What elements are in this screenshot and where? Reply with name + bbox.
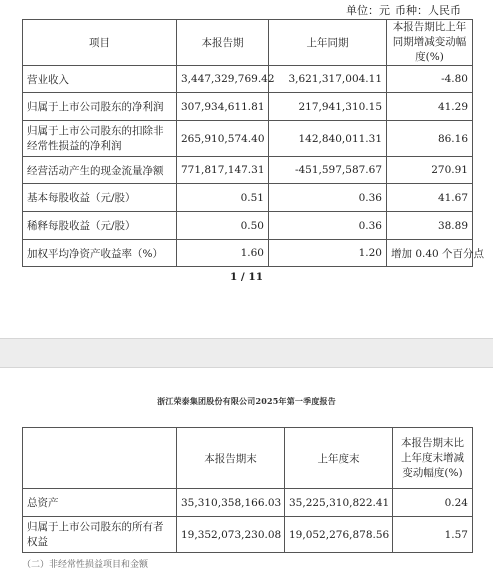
- table-row: [23, 121, 473, 157]
- row-label: 营业收入: [23, 66, 177, 93]
- prior-value: 19,052,276,878.56: [285, 517, 393, 553]
- change-value: -4.80: [387, 66, 473, 93]
- current-value: 771,817,147.31: [177, 157, 269, 184]
- section-heading-cut: （二）非经常性损益项目和金额: [22, 560, 149, 570]
- row-label: 经营活动产生的现金流量净额: [23, 157, 177, 184]
- change-value: 270.91: [387, 157, 473, 184]
- table-row: [23, 212, 473, 240]
- table-row: [23, 184, 473, 212]
- table-row: [23, 66, 473, 93]
- prior-value: -451,597,587.67: [269, 157, 387, 184]
- table-row: [23, 157, 473, 184]
- header-change-pct: 本报告期比上年同期增减变动幅度(%): [387, 20, 473, 66]
- page-number: 1 / 11: [229, 271, 264, 283]
- current-value: 0.50: [177, 212, 269, 240]
- change-value: 增加 0.40 个百分点: [387, 240, 473, 267]
- unit-label: 单位：元: [346, 4, 390, 17]
- row-label: 稀释每股收益（元/股）: [23, 212, 177, 240]
- row-label: 归属于上市公司股东的扣除非经常性损益的净利润: [23, 121, 177, 157]
- page-gap: [0, 338, 493, 368]
- change-value: 38.89: [387, 212, 473, 240]
- prior-value: 3,621,317,004.11: [269, 66, 387, 93]
- current-value: 19,352,073,230.08: [177, 517, 285, 553]
- prior-value: 0.36: [269, 184, 387, 212]
- current-value: 1.60: [177, 240, 269, 267]
- header-change-pct: 本报告期末比上年度末增减变动幅度(%): [393, 428, 473, 489]
- report-running-title: 浙江荣泰集团股份有限公司2025年第一季度报告: [157, 396, 336, 406]
- header-current-period: 本报告期: [177, 20, 269, 66]
- key-financials-table: [22, 19, 485, 267]
- current-value: 307,934,611.81: [177, 93, 269, 121]
- table-row: [23, 489, 473, 517]
- table-row: [23, 93, 473, 121]
- prior-value: 0.36: [269, 212, 387, 240]
- table-header-row: [23, 20, 473, 66]
- header-item: [23, 428, 177, 489]
- row-label: 加权平均净资产收益率（%）: [23, 240, 177, 267]
- row-label: 归属于上市公司股东的所有者权益: [23, 517, 177, 553]
- table-row: [23, 517, 473, 553]
- prior-value: 142,840,011.31: [269, 121, 387, 157]
- change-value: 41.67: [387, 184, 473, 212]
- balance-table: [22, 427, 473, 553]
- change-value: 86.16: [387, 121, 473, 157]
- row-label: 总资产: [23, 489, 177, 517]
- change-value: 1.57: [393, 517, 473, 553]
- row-label: 归属于上市公司股东的净利润: [23, 93, 177, 121]
- header-period-end: 本报告期末: [177, 428, 285, 489]
- table-header-row: [23, 428, 473, 489]
- current-value: 3,447,329,769.42: [177, 66, 269, 93]
- prior-value: 1.20: [269, 240, 387, 267]
- header-item: 项目: [23, 20, 177, 66]
- current-value: 0.51: [177, 184, 269, 212]
- header-prior-period: 上年同期: [269, 20, 387, 66]
- header-prior-year-end: 上年度末: [285, 428, 393, 489]
- prior-value: 217,941,310.15: [269, 93, 387, 121]
- current-value: 35,310,358,166.03: [177, 489, 285, 517]
- table-row: [23, 240, 473, 267]
- change-value: 41.29: [387, 93, 473, 121]
- currency-label: 币种：人民币: [395, 4, 461, 17]
- row-label: 基本每股收益（元/股）: [23, 184, 177, 212]
- unit-line: [346, 2, 461, 18]
- current-value: 265,910,574.40: [177, 121, 269, 157]
- prior-value: 35,225,310,822.41: [285, 489, 393, 517]
- change-value: 0.24: [393, 489, 473, 517]
